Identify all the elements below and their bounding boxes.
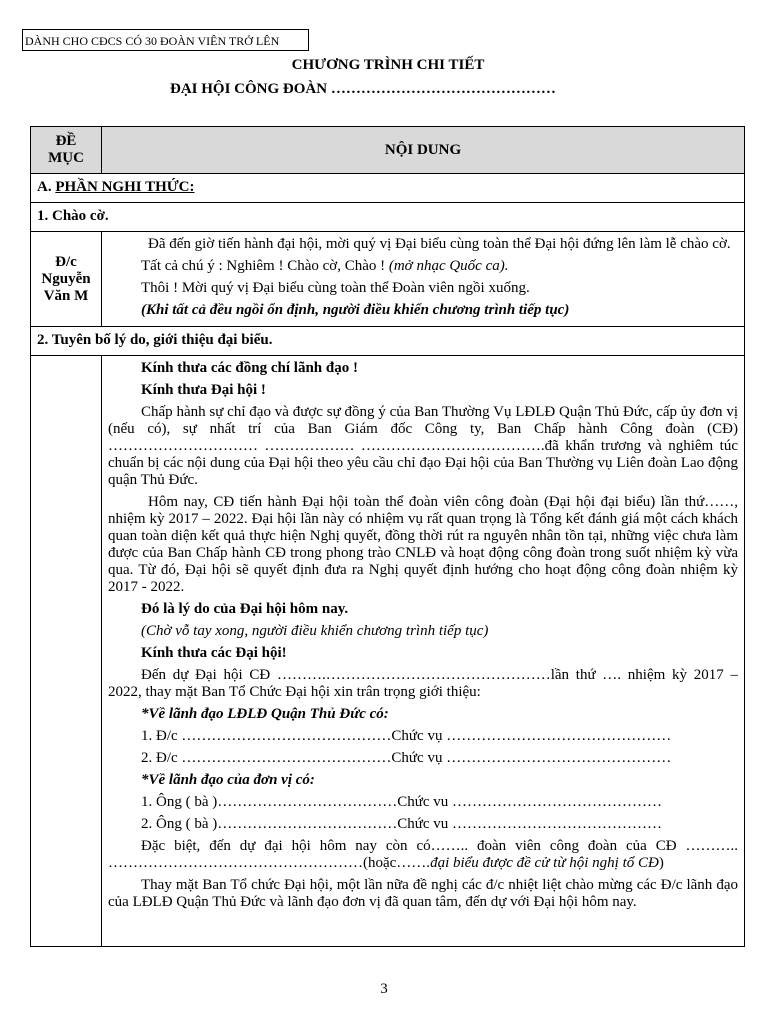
item1-title-row: [31, 203, 745, 232]
item2-speaker: [31, 356, 102, 947]
item2-content: [102, 356, 745, 947]
section-a-title: PHẦN NGHI THỨC:: [55, 179, 195, 195]
item1-row: [31, 232, 745, 327]
item2-paragraph-15-close: ): [658, 855, 664, 871]
section-a-prefix: A.: [37, 179, 56, 195]
item2-paragraph-10: 1. Đ/c ……………………………………Chức vụ ………………………………………: [141, 728, 672, 744]
item1-title: 1. Chào cờ.: [31, 203, 745, 232]
program-table: [30, 126, 745, 947]
item1-paragraph-2-note: (mở nhạc Quốc ca).: [388, 258, 509, 274]
item1-paragraph-2-text: Tất cả chú ý : Nghiêm ! Chào cờ, Chào !: [141, 258, 389, 274]
item2-title: 2. Tuyên bố lý do, giới thiệu đại biểu.: [31, 327, 745, 356]
page-title: CHƯƠNG TRÌNH CHI TIẾT: [291, 57, 485, 73]
item1-speaker: Đ/c Nguyễn Văn M: [31, 232, 102, 327]
item1-paragraph-3: Thôi ! Mời quý vị Đại biểu cùng toàn thể Đoàn viên ngồi xuống.: [141, 280, 530, 296]
item2-row: [31, 356, 745, 947]
section-a: [31, 174, 745, 203]
item2-paragraph-9: *Về lãnh đạo LĐLĐ Quận Thủ Đức có:: [141, 706, 389, 722]
item2-paragraph-1: Kính thưa các đồng chí lãnh đạo !: [141, 360, 358, 376]
col-header-content: NỘI DUNG: [102, 127, 745, 174]
item1-paragraph-1: Đã đến giờ tiến hành đại hội, mời quý vị Đại biểu cùng toàn thể Đại hội đứng lên làm lễ chào cờ.: [148, 236, 731, 252]
item2-paragraph-14: 2. Ông ( bà )………………………………Chức vu ……………………………………: [141, 816, 663, 832]
col-header-section: [31, 127, 102, 174]
item2-paragraph-8: Đến dự Đại hội CĐ ……….………………………………………lần thứ …. nhiệm kỳ 2017 – 2022, thay mặt Ban Tổ Chức Đại hội xin trân trọng giới thiệu:: [108, 667, 738, 700]
table-header-row: [31, 127, 745, 174]
item1-content: [102, 232, 745, 327]
item2-content-body: [108, 360, 738, 946]
item2-paragraph-12: *Về lãnh đạo của đơn vị có:: [141, 772, 315, 788]
item1-paragraph-4: (Khi tất cả đều ngồi ổn định, người điều khiển chương trình tiếp tục): [141, 302, 570, 318]
item2-paragraph-15-text: Đặc biệt, đến dự đại hội hôm nay còn có…….. đoàn viên công đoàn của CĐ ……….. ……………………………………………(hoặc…….: [108, 838, 738, 871]
item2-paragraph-15-note: đại biểu được đề cử từ hội nghị tổ CĐ: [430, 855, 659, 871]
item2-paragraph-2: Kính thưa Đại hội !: [141, 382, 266, 398]
section-a-row: [31, 174, 745, 203]
page-subtitle: ĐẠI HỘI CÔNG ĐOÀN ………………………………………: [170, 81, 556, 97]
item2-paragraph-16: Thay mặt Ban Tổ chức Đại hội, một lần nữa đề nghị các đ/c nhiệt liệt chào mừng các Đ/c lãnh đạo của LĐLĐ Quận Thủ Đức và lãnh đạo đơn vị đã quan tâm, đến dự với Đại hội hôm nay.: [108, 877, 738, 910]
item2-paragraph-3: Chấp hành sự chỉ đạo và được sự đồng ý của Ban Thường Vụ LĐLĐ Quận Thủ Đức, cấp ủy đơn vị (nếu có), sự nhất trí của Ban Giám đốc Công ty, Ban Chấp hành Công đoàn (CĐ) ………………………… ……………… ……………………………….đã khẩn trương và nghiêm túc chuẩn bị các nội dung của Đại hội theo yêu cầu chỉ đạo Đại hội của Ban Thường vụ Liên đoàn Lao động quận Thủ Đức.: [108, 404, 738, 488]
item2-paragraph-4: Hôm nay, CĐ tiến hành Đại hội toàn thể đoàn viên công đoàn (Đại hội đại biểu) lần thứ……, nhiệm kỳ 2017 – 2022. Đại hội lần này có nhiệm vụ rất quan trọng là Tổng kết đánh giá một cách khách quan toàn diện kết quả thực hiện Nghị quyết, đồng thời rút ra nguyên nhân tồn tại, những việc chưa làm được của Ban Chấp hành CĐ trong phong trào CNLĐ và hoạt động công đoàn trong suốt nhiệm kỳ vừa qua. Từ đó, Đại hội sẽ quyết định đưa ra Nghị quyết định hướng cho hoạt động công đoàn nhiệm kỳ 2017 - 2022.: [108, 494, 738, 595]
col-header-section-label: ĐỀ MỤC: [48, 133, 84, 166]
item2-paragraph-7: Kính thưa các Đại hội!: [141, 645, 287, 661]
item1-paragraph-2: [108, 258, 738, 275]
item2-paragraph-15: [108, 838, 738, 872]
page-number: 3: [380, 981, 388, 997]
item2-paragraph-11: 2. Đ/c ……………………………………Chức vụ ………………………………………: [141, 750, 672, 766]
item2-title-row: [31, 327, 745, 356]
item2-paragraph-5: Đó là lý do của Đại hội hôm nay.: [141, 601, 349, 617]
item2-paragraph-6: (Chờ vỗ tay xong, người điều khiển chương trình tiếp tục): [141, 623, 489, 639]
item2-paragraph-13: 1. Ông ( bà )………………………………Chức vu ……………………………………: [141, 794, 663, 810]
document-tag: DÀNH CHO CĐCS CÓ 30 ĐOÀN VIÊN TRỞ LÊN: [22, 29, 309, 51]
